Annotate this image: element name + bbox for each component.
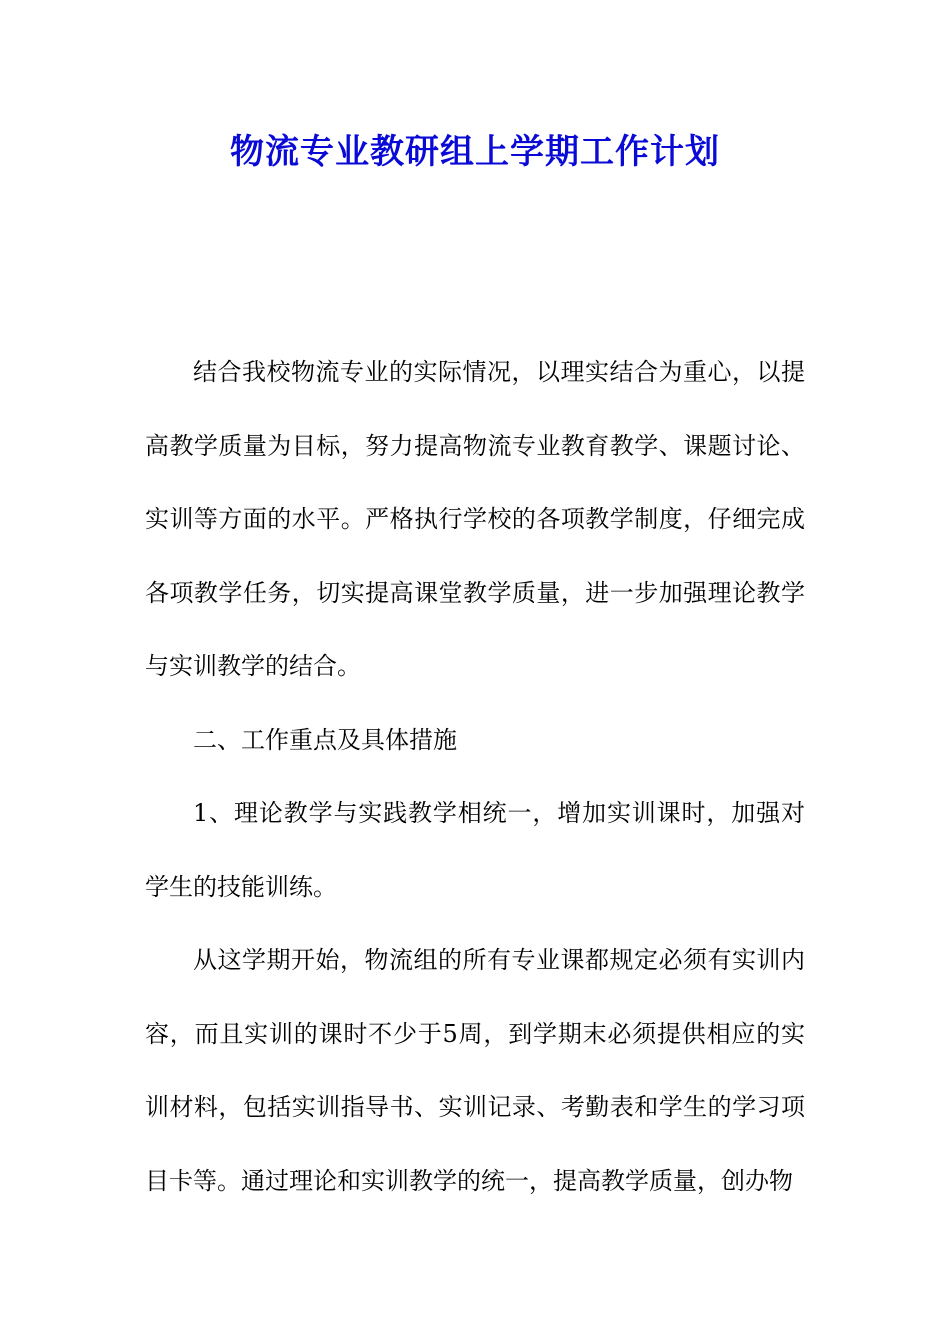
paragraph-item-1: 1、理论教学与实践教学相统一，增加实训课时，加强对学生的技能训练。 bbox=[145, 799, 805, 901]
document-body bbox=[145, 336, 805, 1218]
paragraph-item-1-detail: 从这学期开始，物流组的所有专业课都规定必须有实训内容，而且实训的课时不少于5周，到学期末必须提供相应的实训材料，包括实训指导书、实训记录、考勤表和学生的学习项目卡等。通过理论和实训教学的统一，提高教学质量，创办物 bbox=[145, 946, 805, 1195]
paragraph-intro: 结合我校物流专业的实际情况，以理实结合为重心，以提高教学质量为目标，努力提高物流专业教育教学、课题讨论、实训等方面的水平。严格执行学校的各项教学制度，仔细完成各项教学任务，切实提高课堂教学质量，进一步加强理论教学与实训教学的结合。 bbox=[145, 358, 805, 680]
page-title: 物流专业教研组上学期工作计划 bbox=[230, 132, 720, 172]
section-heading: 二、工作重点及具体措施 bbox=[193, 725, 457, 754]
